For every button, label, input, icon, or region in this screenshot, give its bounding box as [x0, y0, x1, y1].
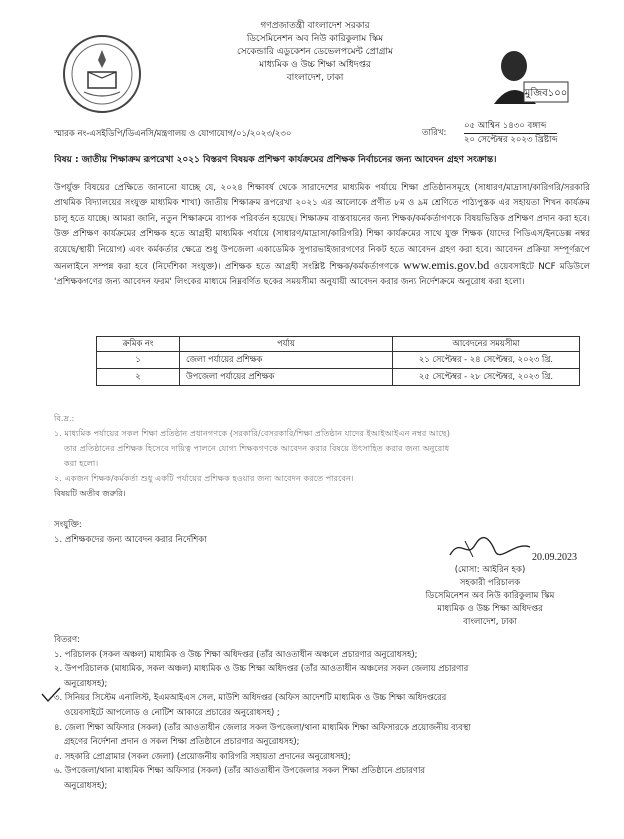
table-row — [97, 369, 580, 386]
note-line: করা হলো। — [64, 458, 99, 468]
note-line: ২. একজন শিক্ষক/কর্মকর্তা শুধু একটি পর্যায়ের প্রশিক্ষক হওয়ার জন্য আবেদন করতে পারবেন। — [54, 473, 354, 483]
dshe-seal-logo — [62, 34, 142, 114]
table-row — [97, 352, 580, 369]
body-text-part2: ওয়েবসাইটে NCF মডিউলে 'প্রশিক্ষকগণের জন্য আবেদন ফরম' লিংকের মাধ্যমে নিম্নবর্ণিত ছকের সময়সীমা অনুযায়ী আবেদন করার জন্য নির্দেশক্রমে অনুরোধ করা হলো। — [54, 262, 590, 288]
signatory-place: বাংলাদেশ, ঢাকা — [463, 617, 517, 627]
distribution-label: বিতরণ: — [54, 634, 80, 644]
signature-block — [385, 535, 595, 629]
signatory-org-1: ডিসেমিনেশন অব নিউ কারিকুলাম স্কিম — [425, 591, 555, 601]
date-english: ২০ সেপ্টেম্বর ২০২৩ খ্রিষ্টাব্দ — [464, 135, 558, 145]
signatory-org-2: মাধ্যমিক ও উচ্চ শিক্ষা অধিদপ্তর — [437, 604, 543, 614]
distribution-item: অনুরোধসহ); — [64, 779, 108, 790]
col-header-deadline: আবেদনের সময়সীমা — [393, 337, 580, 352]
distribution-item: ১. পরিচালক (সকল অঞ্চল) মাধ্যমিক ও উচ্চ শিক্ষা অধিদপ্তর (তাঁর আওতাধীন অঞ্চলে প্রচারণার অনুরোধসহ); — [54, 648, 418, 659]
distribution-item: ৪. জেলা শিক্ষা অফিসার (সকল) (তাঁর আওতাধীন জেলার সকল উপজেলা/থানা মাধ্যমিক শিক্ষা অফিসারকে প্রয়োজনীয় ব্যবস্থা — [54, 721, 471, 732]
distribution-item: ৫. সহকারি প্রোগ্রামার (সকল জেলা) (প্রয়োজনীয় কারিগরি সহায়তা প্রদানের অনুরোধসহ); — [54, 750, 351, 761]
signatory-name: (মোসা: আইরিন হক) — [454, 565, 526, 575]
letterhead — [150, 20, 480, 85]
header-line-2: ডিসেমিনেশন অব নিউ কারিকুলাম স্কিম — [246, 34, 384, 44]
enclosure-label: সংযুক্তি: — [54, 520, 82, 530]
note-line: ১. মাধ্যমিক পর্যায়ের সকল শিক্ষা প্রতিষ্ঠান প্রধানগণকে (সরকারি/বেসরকারি/শিক্ষা প্রতিষ্ঠান যাদের ইআইআইএন নম্বর আছে) — [54, 428, 450, 438]
table-cell: ২ — [97, 369, 180, 386]
header-line-4: মাধ্যমিক ও উচ্চ শিক্ষা অধিদপ্তর — [259, 60, 371, 70]
distribution-item: ২. উপপরিচালক (মাধ্যমিক, সকল অঞ্চল) মাধ্যমিক ও উচ্চ শিক্ষা অধিদপ্তর (তাঁর আওতাধীন অঞ্চলের সকল জেলায় প্রচারণার — [54, 663, 469, 674]
distribution-item: ওয়েবসাইটে আপলোড ও নোটিশ আকারে প্রচারের অনুরোধসহ) ; — [64, 706, 280, 717]
checkmark-annotation — [40, 686, 62, 704]
header-line-5: বাংলাদেশ, ঢাকা — [286, 73, 344, 83]
table-header-row — [97, 337, 580, 352]
urgent-note: বিষয়টি অতীব জরুরি। — [54, 488, 126, 498]
signatory-title: সহকারী পরিচালক — [459, 578, 521, 588]
distribution-item: গ্রহণের নির্দেশনা প্রদান ও সকল শিক্ষা প্রতিষ্ঠানে প্রচারণার অনুরোধসহ); — [64, 736, 300, 747]
distribution-section — [54, 632, 594, 793]
signature-date: 20.09.2023 — [532, 552, 577, 563]
date-label: তারিখ: — [422, 128, 447, 138]
emis-website-link[interactable]: www.emis.gov.bd — [403, 258, 490, 273]
schedule-table — [96, 336, 580, 386]
memo-number: স্মারক নং-এসইডিপি/ডিএনসি/মন্ত্রণালয় ও যোগাযোগ/০১/২০২৩/২৩০ — [54, 129, 292, 139]
body-text-part1: উপর্যুক্ত বিষয়ের প্রেক্ষিতে জানানো যাচ্ছে যে, ২০২৪ শিক্ষাবর্ষ থেকে সারাদেশের মাধ্যমিক পর্যায়ে শিক্ষা প্রতিষ্ঠানসমূহে (সাধারণ/মাদ্রাসা/কারিগরি/সরকারি প্রাথমিক বিদ্যালয়ের সংযুক্ত মাধ্যমিক শাখা) জাতীয় শিক্ষাক্রম রূপরেখা ২০২১ এর আলোকে প্রণীত ৮ম ও ৯ম শ্রেণিতে পাঠ্যপুস্তক এর সহায়তা শিখন কার্যক্রম চালু হতে যাচ্ছে। আমরা জানি, নতুন শিক্ষাক্রমে ব্যাপক পরিবর্তন হয়েছে। শিক্ষাক্রম বাস্তবায়নের জন্য শিক্ষক/কর্মকর্তাগণকে বিষয়ভিত্তিক প্রশিক্ষণ প্রদান করা হবে। উক্ত প্রশিক্ষণ কার্যক্রমের প্রশিক্ষক হতে আগ্রহী মাধ্যমিক পর্যায়ে (সাধারণ/মাদ্রাসা/কারিগরি) শিক্ষা কার্যক্রমের সাথে যুক্ত শিক্ষক (যাদের পিডিএস/ইনডেক্স নম্বর রয়েছে/স্থায়ী নিয়োগ) এবং কর্মকর্তার ক্ষেত্রে শুধু উপজেলা একাডেমিক সুপারভাইজারগণের নিকট হতে আবেদন গ্রহণ করা হবে। আবেদন প্রক্রিয়া সম্পূর্ণরূপে অনলাইনে সম্পন্ন করা হবে (নির্দেশিকা সংযুক্ত)। প্রশিক্ষক হতে আগ্রহী সংশ্লিষ্ট শিক্ষক/কর্মকর্তাগণকে — [54, 183, 590, 273]
handwritten-signature — [445, 535, 535, 563]
col-header-level: পর্যায় — [180, 337, 393, 352]
body-paragraph — [54, 181, 590, 291]
subject-line: বিষয় : জাতীয় শিক্ষাক্রম রূপরেখা ২০২১ বিস্তরণ বিষয়ক প্রশিক্ষণ কার্যক্রমের প্রশিক্ষক নির্বাচনের জন্য আবেদন গ্রহণ সংক্রান্ত। — [54, 155, 497, 165]
table-cell: ১ — [97, 352, 180, 369]
distribution-item: ৩. সিনিয়র সিস্টেম এনালিস্ট, ইএমআইএস সেল, মাউশি অধিদপ্তর (অফিস আদেশটি মাধ্যমিক ও উচ্চ শিক্ষা অধিদপ্তরের — [54, 692, 447, 703]
enclosure-section — [54, 518, 207, 548]
notes-section — [54, 411, 594, 501]
note-line: তার প্রতিষ্ঠানের প্রশিক্ষক হিসেবে দায়িত্ব পালনে যোগ্য শিক্ষকগণকে আবেদন করার বিষয়ে উৎসাহিত করার জন্য অনুরোধ — [64, 443, 450, 453]
header-line-3: সেকেন্ডারি এডুকেশন ডেভেলপমেন্ট প্রোগ্রাম — [237, 47, 393, 57]
date-bangla: ০৫ আশ্বিন ১৪৩০ বঙ্গাব্দ — [464, 121, 547, 131]
table-cell: ২৫ সেপ্টেম্বর - ২৮ সেপ্টেম্বর, ২০২৩ খ্রি. — [393, 369, 580, 386]
col-header-serial: ক্রমিক নং — [97, 337, 180, 352]
table-cell: উপজেলা পর্যায়ের প্রশিক্ষক — [180, 369, 393, 386]
mujib100-text: মুজিব১০০ — [524, 88, 568, 99]
notes-label: বি.দ্র.: — [54, 413, 75, 423]
distribution-item: অনুরোধসহ); — [64, 677, 108, 688]
distribution-item: ৬. উপজেলা/থানা মাধ্যমিক শিক্ষা অফিসার (সকল) (তাঁর আওতাধীন উপজেলার সকল শিক্ষা প্রতিষ্ঠানে প্রচারণার — [54, 765, 426, 776]
mujib100-portrait-logo — [480, 46, 572, 106]
header-line-1: গণপ্রজাতন্ত্রী বাংলাদেশ সরকার — [260, 21, 370, 31]
table-cell: জেলা পর্যায়ের প্রশিক্ষক — [180, 352, 393, 369]
table-cell: ২১ সেপ্টেম্বর - ২৪ সেপ্টেম্বর, ২০২৩ খ্রি. — [393, 352, 580, 369]
enclosure-item: ১. প্রশিক্ষকদের জন্য আবেদন করার নির্দেশিকা — [54, 535, 207, 545]
